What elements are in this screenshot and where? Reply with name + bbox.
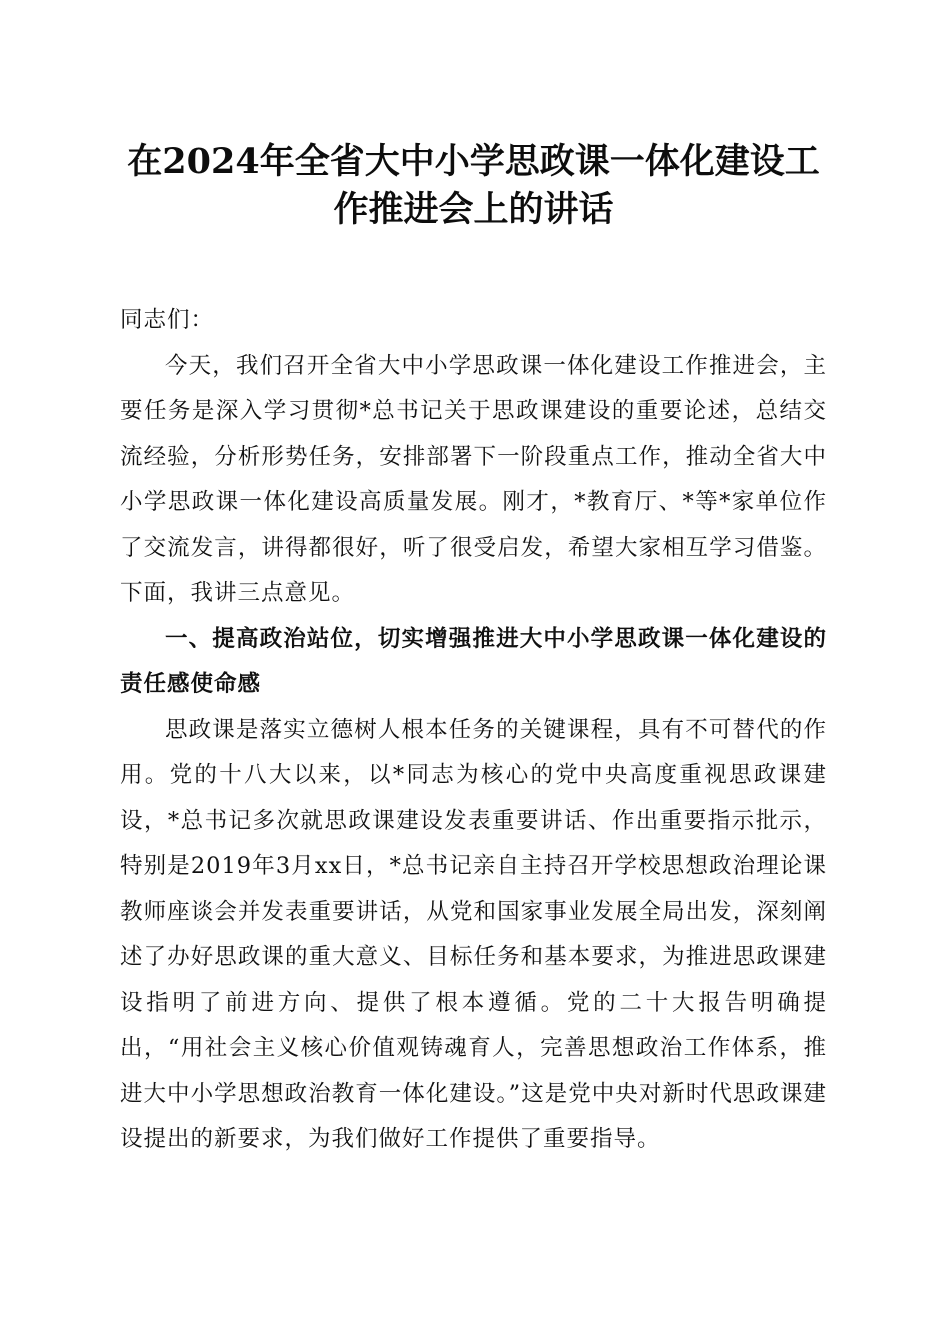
- title-line-2: 作推进会上的讲话: [333, 189, 614, 230]
- document-title: [120, 138, 827, 234]
- title-line-1: 在2024年全省大中小学思政课一体化建设工: [127, 141, 820, 182]
- section-heading-1: 一、提高政治站位，切实增强推进大中小学思政课一体化建设的责任感使命感: [120, 625, 827, 697]
- paragraph-intro: 今天，我们召开全省大中小学思政课一体化建设工作推进会，主要任务是深入学习贯彻*总书记关于思政课建设的重要论述，总结交流经验，分析形势任务，安排部署下一阶段重点工作，推动全省大中小学思政课一体化建设高质量发展。刚才，*教育厅、*等*家单位作了交流发言，讲得都很好，听了很受启发，希望大家相互学习借鉴。下面，我讲三点意见。: [120, 352, 827, 606]
- paragraph-section-1: 思政课是落实立德树人根本任务的关键课程，具有不可替代的作用。党的十八大以来，以*同志为核心的党中央高度重视思政课建设，*总书记多次就思政课建设发表重要讲话、作出重要指示批示，特别是2019年3月xx日，*总书记亲自主持召开学校思想政治理论课教师座谈会并发表重要讲话，从党和国家事业发展全局出发，深刻阐述了办好思政课的重大意义、目标任务和基本要求，为推进思政课建设指明了前进方向、提供了根本遵循。党的二十大报告明确提出，“用社会主义核心价值观铸魂育人，完善思想政治工作体系，推进大中小学思想政治教育一体化建设。”这是党中央对新时代思政课建设提出的新要求，为我们做好工作提供了重要指导。: [120, 716, 827, 1152]
- salutation: 同志们：: [120, 307, 215, 333]
